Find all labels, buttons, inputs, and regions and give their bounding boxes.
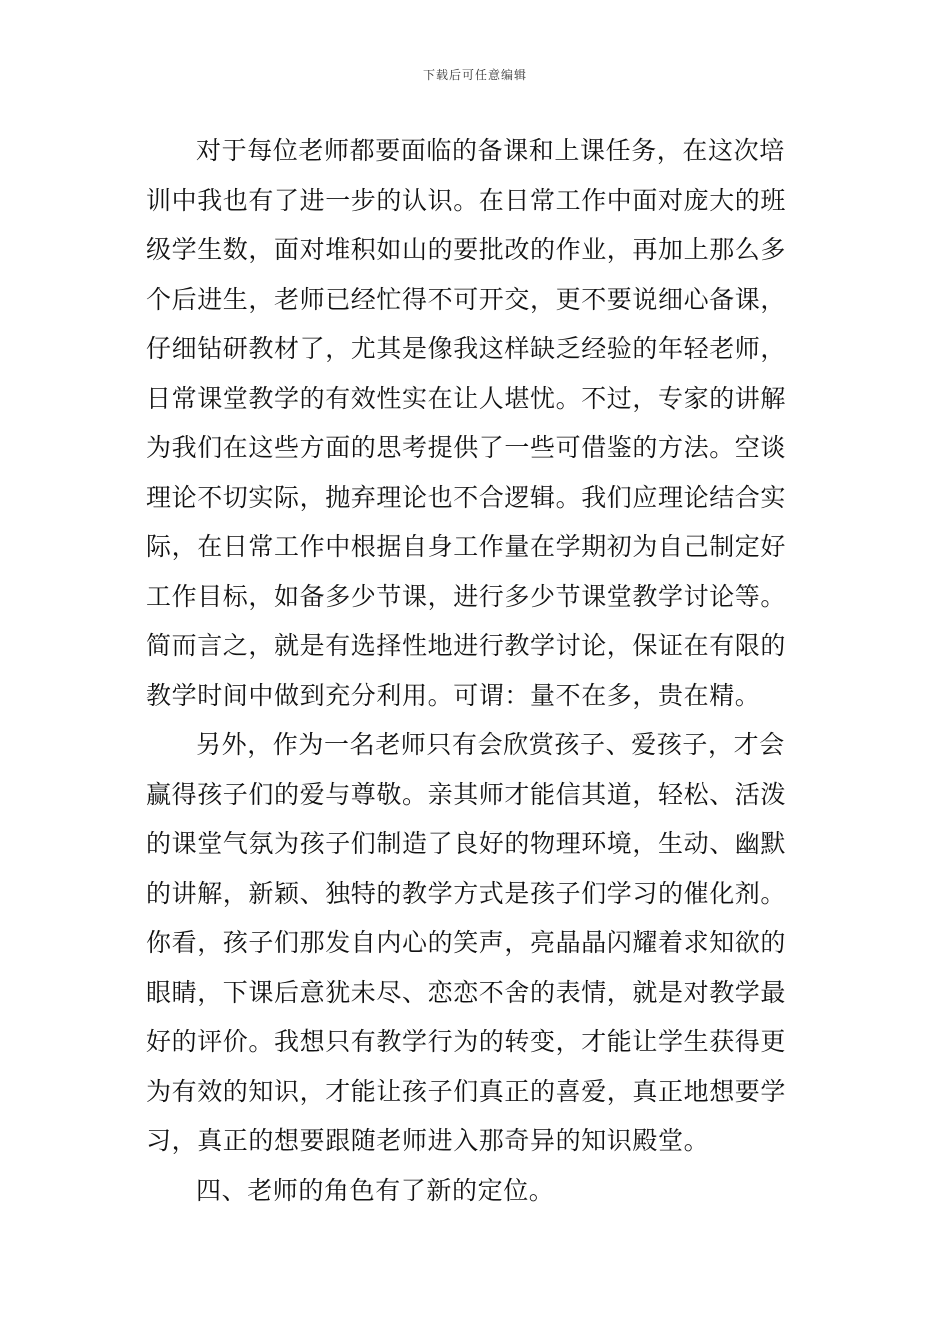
paragraph-line: 日常课堂教学的有效性实在让人堪忧。不过，专家的讲解 bbox=[146, 383, 787, 413]
paragraph-line: 的课堂气氛为孩子们制造了良好的物理环境，生动、幽默 bbox=[146, 829, 787, 858]
header-note: 下载后可任意编辑 bbox=[422, 68, 527, 82]
paragraph-line: 习，真正的想要跟随老师进入那奇异的知识殿堂。 bbox=[146, 1126, 710, 1155]
paragraph-line: 工作目标，如备多少节课，进行多少节课堂教学讨论等。 bbox=[146, 581, 787, 611]
section-heading: 四、老师的角色有了新的定位。 bbox=[196, 1175, 555, 1205]
paragraph-line: 另外，作为一名老师只有会欣赏孩子、爱孩子，才会 bbox=[196, 730, 785, 759]
paragraph-line: 为有效的知识，才能让孩子们真正的喜爱，真正地想要学 bbox=[146, 1076, 787, 1106]
paragraph-line: 训中我也有了进一步的认识。在日常工作中面对庞大的班 bbox=[146, 185, 787, 215]
paragraph-line: 仔细钻研教材了，尤其是像我这样缺乏经验的年轻老师， bbox=[146, 334, 787, 363]
paragraph-line: 级学生数，面对堆积如山的要批改的作业，再加上那么多 bbox=[146, 235, 787, 264]
paragraph-line: 理论不切实际，抛弃理论也不合逻辑。我们应理论结合实 bbox=[146, 482, 787, 512]
paragraph-line: 简而言之，就是有选择性地进行教学讨论，保证在有限的 bbox=[146, 631, 787, 660]
paragraph-line: 为我们在这些方面的思考提供了一些可借鉴的方法。空谈 bbox=[146, 433, 787, 462]
paragraph-line: 对于每位老师都要面临的备课和上课任务，在这次培 bbox=[196, 136, 785, 165]
paragraph-line: 好的评价。我想只有教学行为的转变，才能让学生获得更 bbox=[146, 1027, 787, 1056]
paragraph-line: 赢得孩子们的爱与尊敬。亲其师才能信其道，轻松、活泼 bbox=[146, 779, 787, 809]
paragraph-line: 眼睛，下课后意犹未尽、恋恋不舍的表情，就是对教学最 bbox=[146, 977, 787, 1007]
body-text bbox=[146, 126, 811, 1215]
paragraph-line: 际，在日常工作中根据自身工作量在学期初为自己制定好 bbox=[146, 532, 787, 561]
paragraph-line: 的讲解，新颖、独特的教学方式是孩子们学习的催化剂。 bbox=[146, 878, 787, 908]
paragraph-line: 你看，孩子们那发自内心的笑声，亮晶晶闪耀着求知欲的 bbox=[146, 928, 787, 957]
paragraph-line: 教学时间中做到充分利用。可谓：量不在多，贵在精。 bbox=[146, 680, 761, 710]
paragraph-line: 个后进生，老师已经忙得不可开交，更不要说细心备课， bbox=[146, 284, 787, 314]
